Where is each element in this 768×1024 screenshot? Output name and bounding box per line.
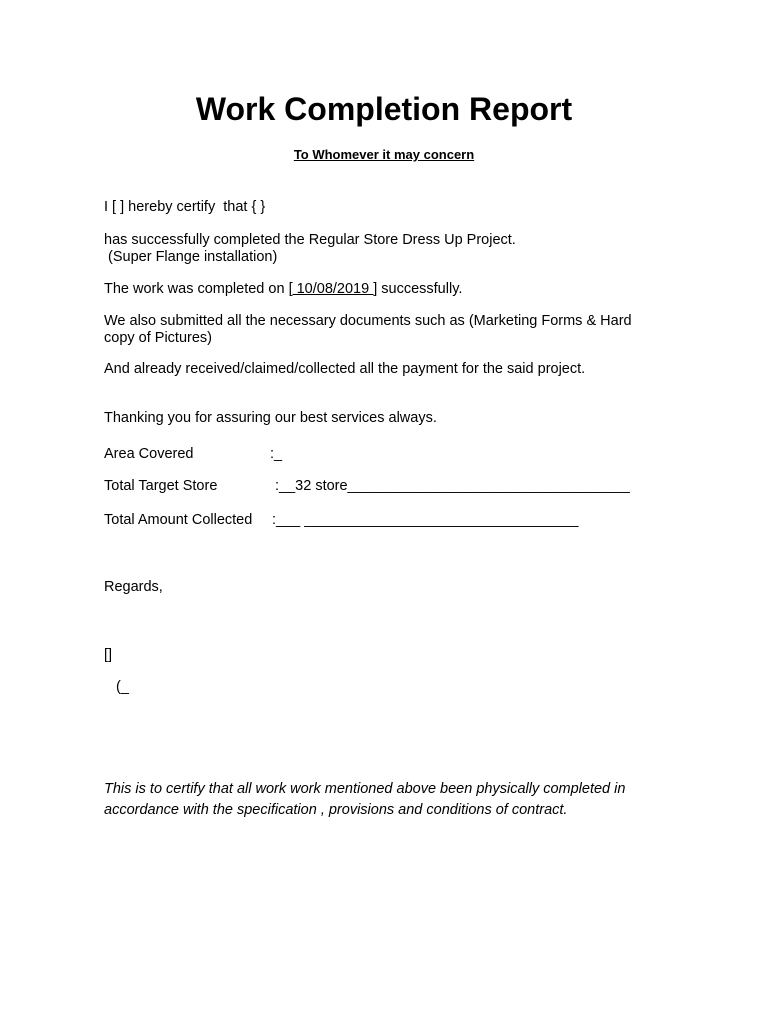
amount-value: :___ __________________________________	[272, 512, 579, 528]
area-label: Area Covered	[104, 446, 194, 462]
salutation: To Whomever it may concern	[293, 147, 475, 162]
certify-line: I [ ] hereby certify that { }	[104, 199, 266, 215]
report-title: Work Completion Report	[195, 91, 573, 127]
amount-label: Total Amount Collected	[104, 512, 253, 528]
signature-name: []	[104, 647, 113, 663]
documents-line-2: copy of Pictures)	[104, 330, 212, 346]
target-value: :__32 store___________________________________	[275, 478, 630, 494]
regards: Regards,	[104, 579, 163, 595]
completed-prefix: The work was completed on	[104, 281, 289, 297]
signature-paren: (_	[116, 679, 129, 695]
payment-line: And already received/claimed/collected all the payment for the said project.	[104, 361, 586, 377]
target-label: Total Target Store	[104, 478, 218, 494]
area-value: :_	[270, 446, 283, 462]
project-line-1: has successfully completed the Regular Store Dress Up Project.	[104, 232, 516, 248]
documents-line-1: We also submitted all the necessary documents such as (Marketing Forms & Hard	[104, 313, 632, 329]
completed-date: [ 10/08/2019 ]	[288, 281, 378, 297]
certification-note-line-1: This is to certify that all work work mentioned above been physically completed in	[104, 781, 626, 797]
completed-suffix: successfully.	[377, 281, 463, 297]
project-line-2: (Super Flange installation)	[104, 249, 278, 265]
completed-line	[104, 281, 462, 298]
certification-note-line-2: accordance with the specification , provisions and conditions of contract.	[104, 802, 568, 818]
thanks-line: Thanking you for assuring our best services always.	[104, 410, 437, 426]
